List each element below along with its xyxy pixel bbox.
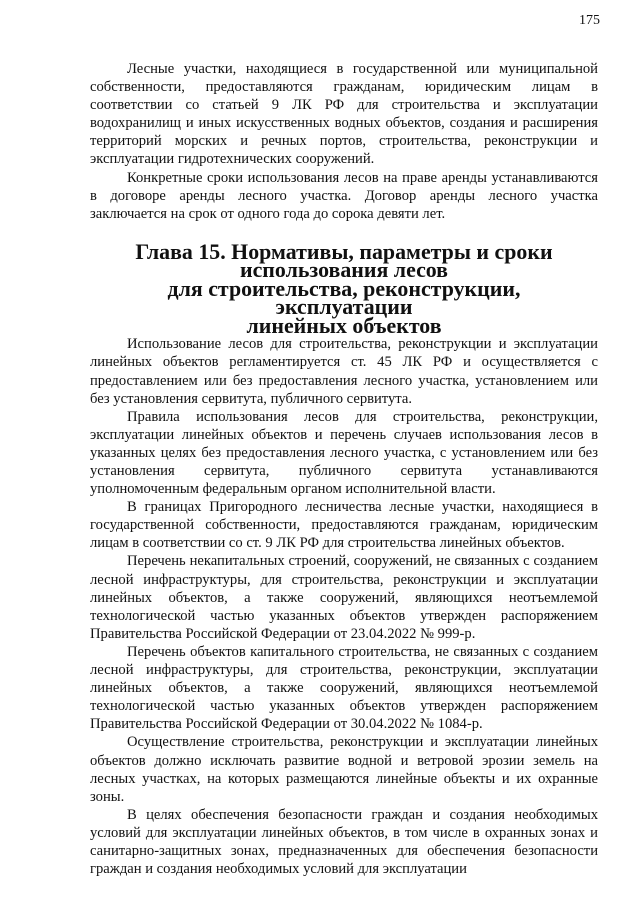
paragraph: Перечень объектов капитального строительства, не связанных с созданием лесной инфраструктуры, для строительства, реконструкции, эксплуатации линейных объектов, а также сооружений, являющихся неотъемлемой технологической частью указанных объектов утвержден распоряжением Правительства Российской Федерации от 30.04.2022 № 1084-р. [90,643,598,733]
paragraph: Лесные участки, находящиеся в государственной или муниципальной собственности, предоставляются гражданам, юридическим лицам в соответствии со статьей 9 ЛК РФ для строительства и эксплуатации водохранилищ и иных искусственных водных объектов, создания и расширения территорий морских и речных портов, строительства, реконструкции и эксплуатации гидротехнических сооружений. [90,61,598,168]
paragraph: Осуществление строительства, реконструкции и эксплуатации линейных объектов должно исключать развитие водной и ветровой эрозии земель на лесных участках, на которых размещаются линейные объекты и их охранные зоны. [90,734,598,805]
paragraph: В целях обеспечения безопасности граждан и создания необходимых условий для эксплуатации линейных объектов, в том числе в охранных зонах и санитарно-защитных зонах, предназначенных для обеспечения безопасности граждан и создания необходимых условий для эксплуатации [90,806,598,878]
paragraph: Использование лесов для строительства, реконструкции и эксплуатации линейных объектов регламентируется ст. 45 ЛК РФ и осуществляется с предоставлением или без предоставления лесного участка, установлением или без установления сервитута, публичного сервитута. [90,336,598,407]
chapter-heading-line: линейных объектов [246,312,442,338]
chapter-heading-line: Глава 15. Нормативы, параметры и сроки использования лесов [135,238,553,283]
chapter-heading [90,238,598,338]
chapter-heading-line: для строительства, реконструкции, эксплуатации [167,275,521,320]
page-number: 175 [579,13,600,28]
paragraph: Правила использования лесов для строительства, реконструкции, эксплуатации линейных объектов и перечень случаев использования лесов в указанных целях без предоставления лесного участка, с установлением или без установления сервитута, публичного сервитута устанавливаются уполномоченным федеральным органом исполнительной власти. [90,408,598,498]
paragraph: Перечень некапитальных строений, сооружений, не связанных с созданием лесной инфраструктуры, для строительства, реконструкции и эксплуатации линейных объектов, а также сооружений, являющихся неотъемлемой технологической частью указанных объектов утвержден распоряжением Правительства Российской Федерации от 23.04.2022 № 999-р. [90,553,598,642]
paragraph: Конкретные сроки использования лесов на праве аренды устанавливаются в договоре аренды лесного участка. Договор аренды лесного участка заключается на срок от одного года до сорока девяти лет. [90,169,598,222]
page-content [90,60,598,878]
paragraph: В границах Пригородного лесничества лесные участки, находящиеся в государственной собственности, предоставляются гражданам, юридическим лицам в соответствии со ст. 9 ЛК РФ для строительства линейных объектов. [90,499,598,552]
